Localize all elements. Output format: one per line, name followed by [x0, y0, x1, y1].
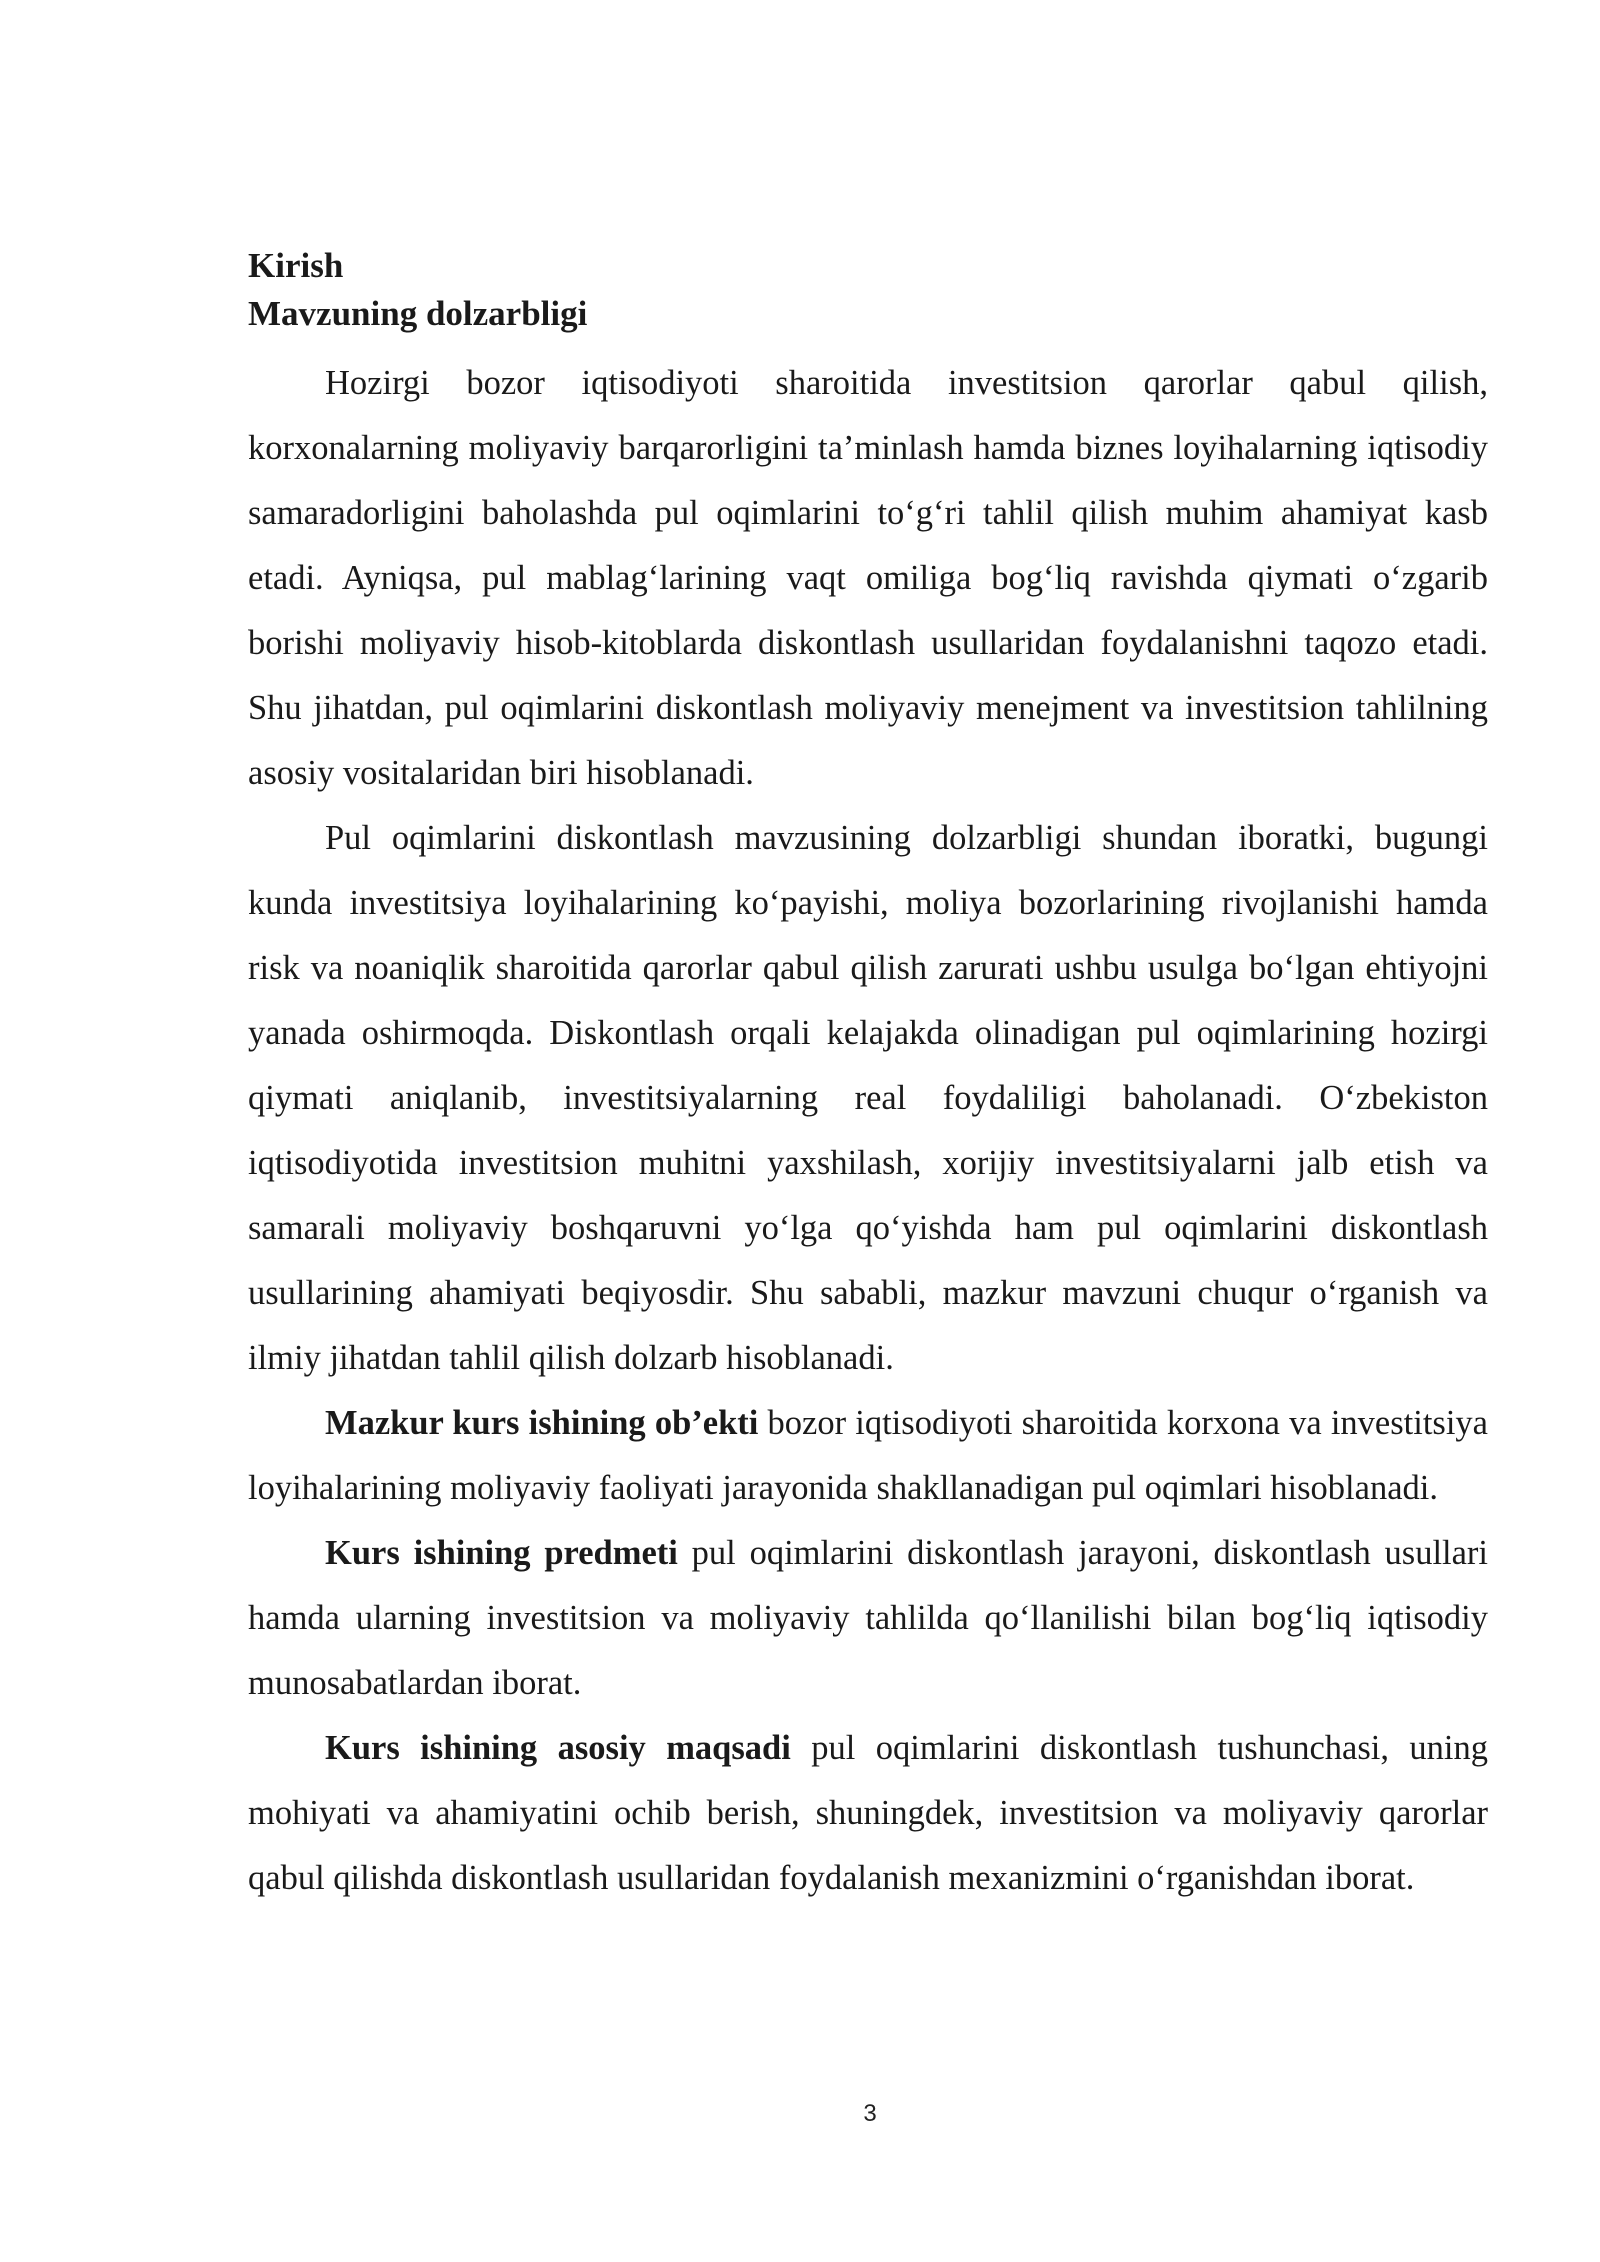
- paragraph-subject-text: pul oqimlarini diskontlash jarayoni, diskontlash usullari hamda ularning investitsion va moliyaviy tahlilda qo‘llanilishi bilan bog‘liq iqtisodiy munosabatlardan iborat.: [248, 1534, 1488, 1702]
- paragraph-object: [248, 1391, 1488, 1521]
- paragraph-object-text: bozor iqtisodiyoti sharoitida korxona va investitsiya loyihalarining moliyaviy faoliyati jarayonida shakllanadigan pul oqimlari hisoblanadi.: [248, 1404, 1488, 1507]
- paragraph-goal-lead: Kurs ishining asosiy maqsadi: [325, 1729, 791, 1767]
- paragraph-1: [248, 351, 1488, 806]
- page-content: [248, 242, 1488, 1911]
- paragraph-2: [248, 806, 1488, 1391]
- paragraph-subject-lead: Kurs ishining predmeti: [325, 1534, 678, 1572]
- paragraph-subject: [248, 1521, 1488, 1716]
- paragraph-2-text: Pul oqimlarini diskontlash mavzusining dolzarbligi shundan iboratki, bugungi kunda investitsiya loyihalarining ko‘payishi, moliya bozorlarining rivojlanishi hamda risk va noaniqlik sharoitida qarorlar qabul qilish zarurati ushbu usulga bo‘lgan ehtiyojni yanada oshirmoqda. Diskontlash orqali kelajakda olinadigan pul oqimlarining hozirgi qiymati aniqlanib, investitsiyalarning real foydaliligi baholanadi. O‘zbekiston iqtisodiyotida investitsion muhitni yaxshilash, xorijiy investitsiyalarni jalb etish va samarali moliyaviy boshqaruvni yo‘lga qo‘yishda ham pul oqimlarini diskontlash usullarining ahamiyati beqiyosdir. Shu sababli, mazkur mavzuni chuqur o‘rganish va ilmiy jihatdan tahlil qilish dolzarb hisoblanadi.: [248, 819, 1488, 1377]
- subsection-title: Mavzuning dolzarbligi: [248, 294, 588, 333]
- paragraph-object-lead: Mazkur kurs ishining ob’ekti: [325, 1404, 759, 1442]
- paragraph-goal: [248, 1716, 1488, 1911]
- paragraph-goal-text: pul oqimlarini diskontlash tushunchasi, uning mohiyati va ahamiyatini ochib berish, shuningdek, investitsion va moliyaviy qarorlar qabul qilishda diskontlash usullaridan foydalanish mexanizmini o‘rganishdan iborat.: [248, 1729, 1488, 1897]
- paragraph-1-text: Hozirgi bozor iqtisodiyoti sharoitida investitsion qarorlar qabul qilish, korxonalarning moliyaviy barqarorligini ta’minlash hamda biznes loyihalarning iqtisodiy samaradorligini baholashda pul oqimlarini to‘g‘ri tahlil qilish muhim ahamiyat kasb etadi. Ayniqsa, pul mablag‘larining vaqt omiliga bog‘liq ravishda qiymati o‘zgarib borishi moliyaviy hisob-kitoblarda diskontlash usullaridan foydalanishni taqozo etadi. Shu jihatdan, pul oqimlarini diskontlash moliyaviy menejment va investitsion tahlilning asosiy vositalaridan biri hisoblanadi.: [248, 364, 1488, 792]
- section-title: Kirish: [248, 246, 344, 285]
- page-number: 3: [863, 2100, 877, 2127]
